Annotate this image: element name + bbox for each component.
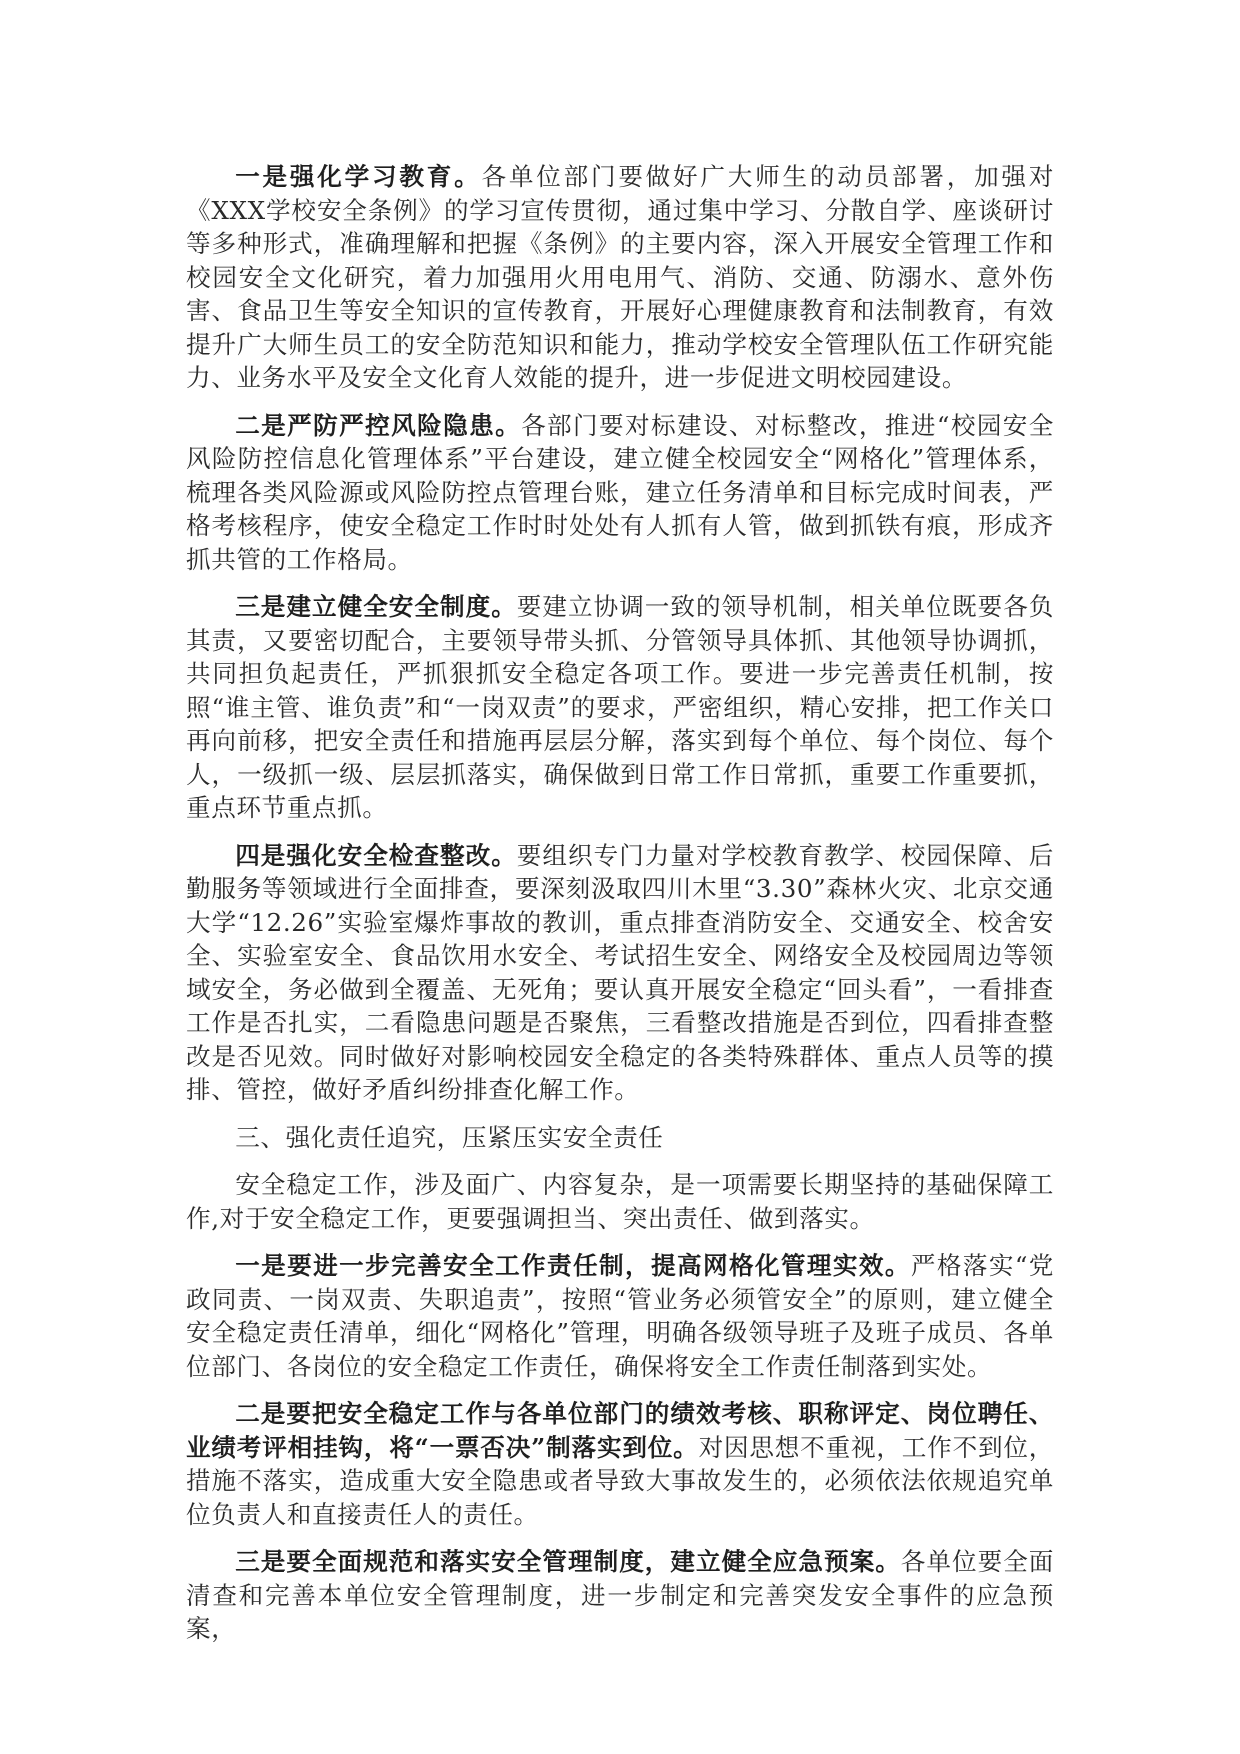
paragraph-body: 要组织专门力量对学校教育教学、校园保障、后勤服务等领域进行全面排查，要深刻汲取四川木里“3.30”森林火灾、北京交通大学“12.26”实验室爆炸事故的教训，重点排查消防安全、交通安全、校舍安全、实验室安全、食品饮用水安全、考试招生安全、网络安全及校园周边等领域安全，务必做到全覆盖、无死角；要认真开展安全稳定“回头看”，一看排查工作是否扎实，二看隐患问题是否聚焦，三看整改措施是否到位，四看排查整改是否见效。同时做好对影响校园安全稳定的各类特殊群体、重点人员等的摸排、管控，做好矛盾纠纷排查化解工作。	[186, 840, 1054, 1104]
paragraph-lead: 一是要进一步完善安全工作责任制，提高网格化管理实效。	[235, 1251, 911, 1280]
paragraph-body: 各单位部门要做好广大师生的动员部署，加强对《XXX学校安全条例》的学习宣传贯彻，通过集中学习、分散自学、座谈研讨等多种形式，准确理解和把握《条例》的主要内容，深入开展安全管理工作和校园安全文化研究，着力加强用火用电用气、消防、交通、防溺水、意外伤害、食品卫生等安全知识的宣传教育，开展好心理健康教育和法制教育，有效提升广大师生员工的安全防范知识和能力，推动学校安全管理队伍工作研究能力、业务水平及安全文化育人效能的提升，进一步促进文明校园建设。	[186, 162, 1054, 392]
paragraph-body: 对因思想不重视，工作不到位，措施不落实，造成重大安全隐患或者导致大事故发生的，必须依法依规追究单位负责人和直接责任人的责任。	[186, 1432, 1054, 1529]
paragraph-emergency-plan	[186, 1545, 1054, 1646]
paragraph-safety-system	[186, 590, 1054, 825]
paragraph-lead: 三是建立健全安全制度。	[235, 592, 517, 621]
paragraph-lead: 一是强化学习教育。	[235, 162, 482, 191]
paragraph-lead: 二是要把安全稳定工作与各单位部门的绩效考核、职称评定、岗位聘任、业绩考评相挂钩，将“一票否决”制落实到位。	[186, 1399, 1054, 1462]
paragraph-responsibility-system	[186, 1249, 1054, 1383]
paragraph-body: 各单位要全面清查和完善本单位安全管理制度，进一步制定和完善突发安全事件的应急预案，	[186, 1547, 1054, 1643]
paragraph-body: 各部门要对标建设、对标整改，推进“校园安全风险防控信息化管理体系”平台建设，建立健全校园安全“网格化”管理体系，梳理各类风险源或风险防控点管理台账，建立任务清单和目标完成时间表，严格考核程序，使安全稳定工作时时处处有人抓有人管，做到抓铁有痕，形成齐抓共管的工作格局。	[186, 410, 1054, 574]
paragraph-study-education	[186, 160, 1054, 395]
paragraph-lead: 三是要全面规范和落实安全管理制度，建立健全应急预案。	[235, 1547, 901, 1576]
paragraph-body: 严格落实“党政同责、一岗双责、失职追责”，按照“管业务必须管安全”的原则，建立健全安全稳定责任清单，细化“网格化”管理，明确各级领导班子及班子成员、各单位部门、各岗位的安全稳定工作责任，确保将安全工作责任制落到实处。	[186, 1251, 1054, 1381]
paragraph-lead: 四是强化安全检查整改。	[235, 840, 517, 870]
paragraph-lead: 二是严防严控风险隐患。	[235, 410, 522, 440]
paragraph-risk-control	[186, 409, 1054, 577]
section-heading: 三、强化责任追究，压紧压实安全责任	[235, 1122, 664, 1152]
paragraph-inspection-rectification	[186, 839, 1054, 1107]
paragraph-body: 要建立协调一致的领导机制，相关单位既要各负其责，又要密切配合，主要领导带头抓、分管领导具体抓、其他领导协调抓，共同担负起责任，严抓狠抓安全稳定各项工作。要进一步完善责任机制，按照“谁主管、谁负责”和“一岗双责”的要求，严密组织，精心安排，把工作关口再向前移，把安全责任和措施再层层分解，落实到每个单位、每个岗位、每个人，一级抓一级、层层抓落实，确保做到日常工作日常抓，重要工作重要抓，重点环节重点抓。	[186, 592, 1054, 822]
paragraph-performance-link	[186, 1397, 1054, 1531]
paragraph-section-intro: 安全稳定工作，涉及面广、内容复杂，是一项需要长期坚持的基础保障工作,对于安全稳定工作，更要强调担当、突出责任、做到落实。	[186, 1170, 1054, 1233]
